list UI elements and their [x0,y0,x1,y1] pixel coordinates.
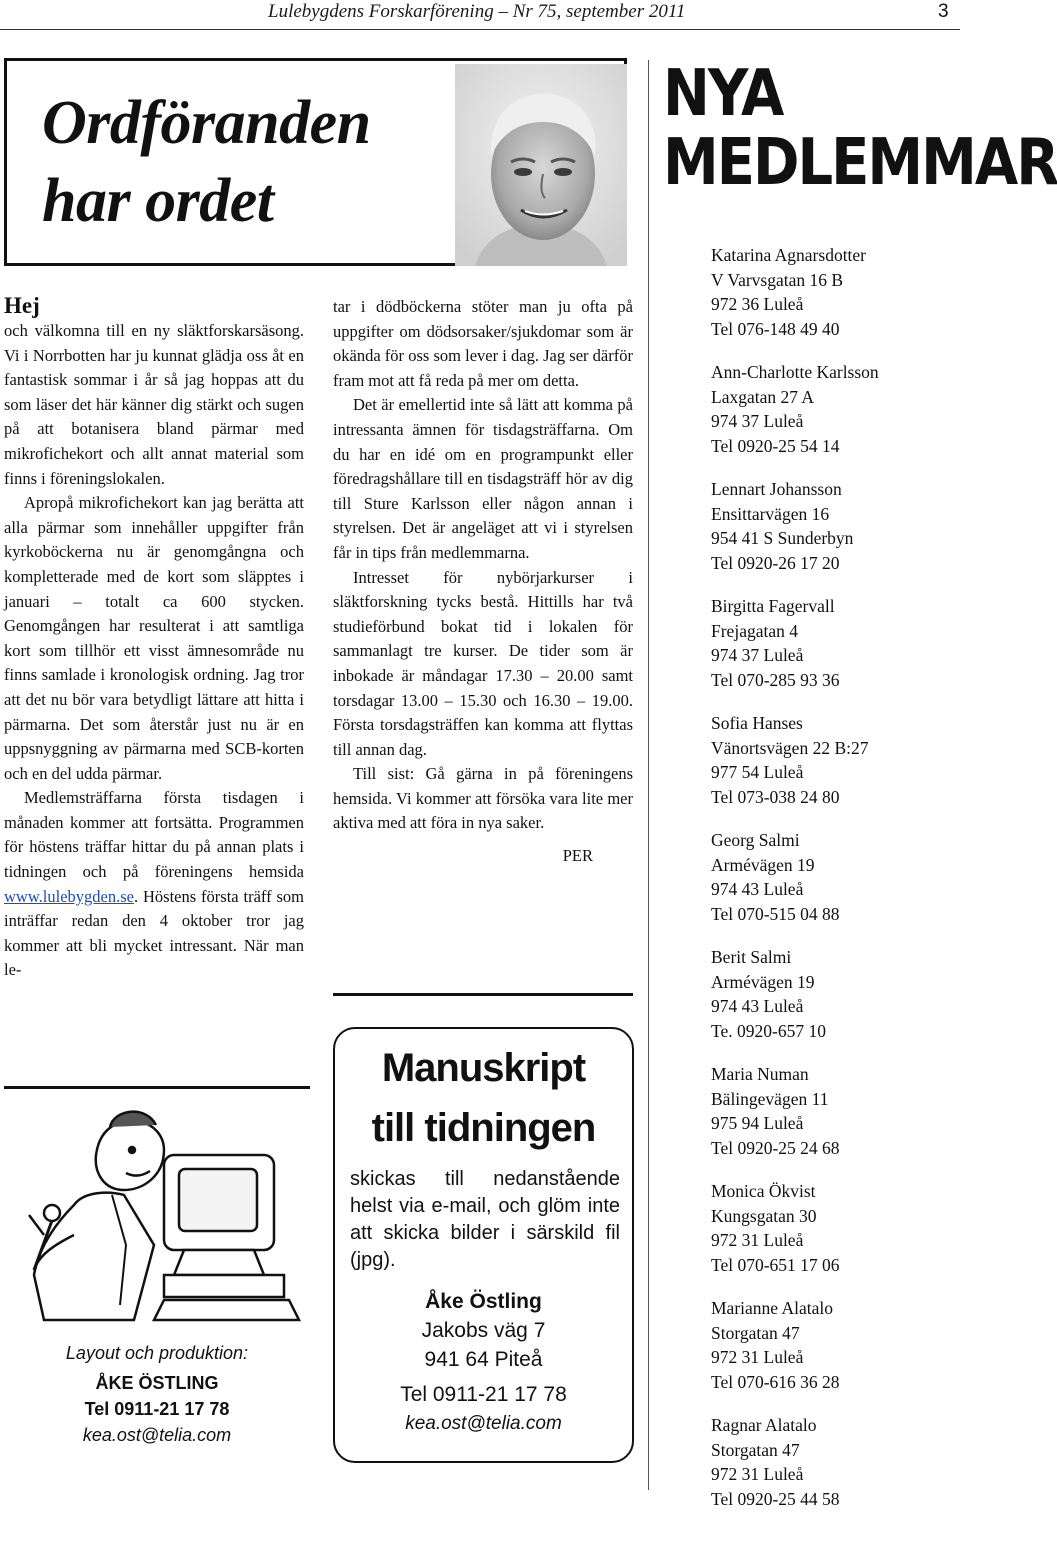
article-title [42,84,371,240]
member-city: 954 41 S Sunderbyn [711,528,854,548]
member-entry [711,1179,956,1277]
chairman-portrait [455,64,627,266]
member-street: V Varvsgatan 16 B [711,269,844,290]
member-entry [711,1296,956,1394]
paragraph-text: Medlemsträffarna första tisdagen i månaden kommer att fortsätta. Programmen för höstens träffar hittar du på annan plats i tidningen och på föreningens hemsida [4,788,304,882]
member-entry [711,594,956,692]
member-street: Vänortsvägen 22 B:27 [711,737,869,758]
member-phone: Te. 0920-657 10 [711,1020,826,1041]
paragraph-text: . Höstens första träff som inträffar redan den 4 oktober tror jag kommer att bli mycket intressant. När man le- [4,886,304,980]
member-name: Sofia Hanses [711,713,803,733]
page-number: 3 [938,1,949,22]
column-divider [648,60,649,1490]
member-city: 972 31 Luleå [711,1347,804,1367]
member-city: 974 37 Luleå [711,411,804,431]
member-city: 972 31 Luleå [711,1230,804,1250]
member-name: Birgitta Fagervall [711,596,835,616]
member-city: 974 43 Luleå [711,996,804,1016]
credit-email: kea.ost@telia.com [82,1425,232,1445]
member-street: Bälingevägen 11 [711,1088,829,1109]
credit-phone: Tel 0911-21 17 78 [84,1399,230,1419]
manuscript-title [333,1038,634,1158]
divider [333,993,633,996]
contact-street: Jakobs väg 7 [421,1319,546,1342]
member-name: Ragnar Alatalo [711,1415,817,1435]
member-phone: Tel 0920-25 54 14 [711,435,840,456]
header-rule [0,29,960,30]
member-phone: Tel 0920-25 24 68 [711,1137,840,1158]
article-paragraph: och välkomna till en ny släktforskarsäsong. Vi i Norrbotten har ju kunnat glädja oss åt en fantastisk sommar i år så jag hoppas att du som läser det här känner dig stärkt och sugen på att botanisera bland pärmar med mikrofichekort och allt annat material som finns i föreningslokalen. [4,321,304,488]
member-name: Maria Numan [711,1064,809,1084]
member-street: Laxgatan 27 A [711,386,815,407]
member-street: Kungsgatan 30 [711,1205,817,1226]
member-street: Armévägen 19 [711,971,815,992]
manuscript-contact [333,1287,634,1438]
member-name: Georg Salmi [711,830,800,850]
member-city: 977 54 Luleå [711,762,804,782]
heading-line-1: NYA [663,56,783,132]
title-line-2: har ordet [42,167,274,235]
member-phone: Tel 070-515 04 88 [711,903,840,924]
manuscript-body: skickas till nedanstående helst via e-mail, och glöm inte att skicka bilder i särskild fil (jpg). [350,1168,620,1271]
member-street: Storgatan 47 [711,1322,800,1343]
member-city: 972 31 Luleå [711,1464,804,1484]
contact-city: 941 64 Piteå [424,1348,543,1371]
member-phone: Tel 070-651 17 06 [711,1254,840,1275]
member-entry [711,243,956,341]
member-entry [711,477,956,575]
member-street: Ensittarvägen 16 [711,503,830,524]
contact-email: kea.ost@telia.com [405,1413,562,1434]
signature: PER [562,846,593,866]
member-entry [711,828,956,926]
member-entry [711,1062,956,1160]
member-street: Frejagatan 4 [711,620,798,641]
article-paragraph: Det är emellertid inte så lätt att komma på intressanta ämnen för tisdagsträffarna. Om du har en idé om en programpunkt eller föredragshållare till en tisdagsträff hör av dig till Sture Karlsson eller någon annan i styrelsen. Det är angeläget att vi i styrelsen får in tips från medlemmarna. [333,395,633,562]
production-credit [4,1340,310,1448]
member-city: 972 36 Luleå [711,294,804,314]
article-column-left [4,293,304,983]
member-name: Ann-Charlotte Karlsson [711,362,879,382]
member-phone: Tel 0920-26 17 20 [711,552,840,573]
member-phone: Tel 073-038 24 80 [711,786,840,807]
member-name: Lennart Johansson [711,479,842,499]
heading-line-2: MEDLEMMAR [663,125,1057,201]
credit-label: Layout och produktion: [65,1343,249,1363]
member-street: Armévägen 19 [711,854,815,875]
member-entry [711,360,956,458]
manuscript-title-line-2: till tidningen [371,1106,596,1150]
member-city: 974 43 Luleå [711,879,804,899]
member-entry [711,711,956,809]
website-link[interactable]: www.lulebygden.se [4,886,134,906]
contact-name: Åke Östling [425,1290,542,1313]
member-city: 974 37 Luleå [711,645,804,665]
member-entry [711,1413,956,1511]
member-phone: Tel 076-148 49 40 [711,318,840,339]
member-phone: Tel 0920-25 44 58 [711,1488,840,1509]
member-name: Marianne Alatalo [711,1298,833,1318]
article-column-middle [333,295,633,869]
article-paragraph: Intresset för nybörjarkurser i släktforskning tycks bestå. Hittills har två studieförbund bokat tid i lokalen för sammanlagt tre kurser. De tider som är inbokade är måndagar 17.30 – 20.00 samt torsdagar 13.00 – 15.30 och 16.30 – 19.00. Första torsdagsträffen kan komma att flyttas till annan dag. [333,567,633,759]
title-line-1: Ordföranden [42,89,371,157]
member-phone: Tel 070-616 36 28 [711,1371,840,1392]
contact-phone: Tel 0911-21 17 78 [400,1383,567,1406]
member-city: 975 94 Luleå [711,1113,804,1133]
article-greeting: Hej [4,293,40,318]
new-members-heading [663,56,1057,208]
article-paragraph [4,786,304,983]
members-list [711,243,956,1530]
member-street: Storgatan 47 [711,1439,800,1460]
article-paragraph: Till sist: Gå gärna in på föreningens hemsida. Vi kommer att försöka vara lite mer aktiva med att föra in nya saker. [333,764,633,833]
publication-header: Lulebygdens Forskarförening – Nr 75, september 2011 [268,1,686,22]
article-paragraph: tar i dödböckerna stöter man ju ofta på uppgifter om dödsorsaker/sjukdomar som är okända för oss som lever i dag. Jag ser därför fram mot att få reda på mer om detta. [333,297,633,390]
credit-name: ÅKE ÖSTLING [95,1373,219,1393]
member-name: Monica Ökvist [711,1181,816,1201]
manuscript-title-line-1: Manuskript [381,1046,586,1090]
member-name: Berit Salmi [711,947,792,967]
cartoon-illustration [14,1095,304,1340]
member-name: Katarina Agnarsdotter [711,245,867,265]
article-paragraph: Apropå mikrofichekort kan jag berätta att alla pärmar som innehåller uppgifter från kyrkoböckerna nu är genomgångna och kompletterade med de kort som släpptes i januari – totalt ca 600 stycken. Genomgången har resulterat i att samtliga kort som tillhör ett visst ämnesområde nu finns samlade i kronologisk ordning. Jag tror att det nu bör vara betydligt lättare att hitta i pärmarna. Det som återstår just nu är en uppsnyggning av pärmarna med SCB-korten och en del udda pärmar. [4,493,304,783]
divider [4,1086,310,1089]
member-entry [711,945,956,1043]
member-phone: Tel 070-285 93 36 [711,669,840,690]
